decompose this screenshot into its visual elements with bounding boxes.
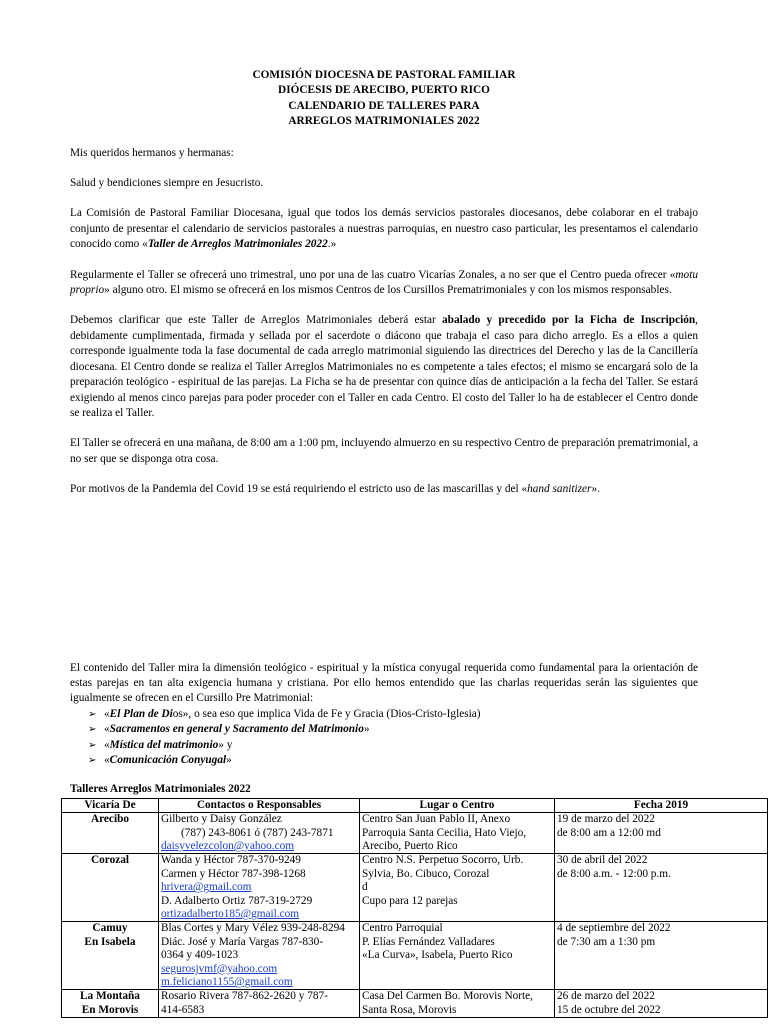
vicaria-name: Camuy xyxy=(92,922,128,935)
contact-line: Carmen y Héctor 787-398-1268 xyxy=(161,867,306,880)
contact-line: (787) 243-8061 ó (787) 243-7871 xyxy=(181,826,334,839)
contacts-cell xyxy=(159,990,360,1018)
table-row xyxy=(62,854,768,922)
location-line: Casa Del Carmen Bo. Morovis Norte, xyxy=(362,990,533,1003)
location-line: Santa Rosa, Morovis xyxy=(362,1003,457,1016)
location-line: d xyxy=(362,881,368,894)
location-line: Centro San Juan Pablo II, Anexo xyxy=(362,813,511,826)
email-link[interactable]: segurosjvmf@yahoo.com xyxy=(161,962,278,975)
vicaria-cell xyxy=(62,990,159,1018)
greeting: Mis queridos hermanos y hermanas: xyxy=(70,146,234,159)
email-line xyxy=(161,908,357,921)
table-header-cell: Contactos o Responsables xyxy=(159,798,360,812)
vicaria-cell xyxy=(62,813,159,854)
topic-quote-close: » xyxy=(226,753,232,766)
topics-list xyxy=(70,707,698,769)
document-header xyxy=(70,68,698,130)
location-cell xyxy=(360,813,555,854)
contact-line: Blas Cortes y Mary Vélez 939-248-8294 xyxy=(161,922,345,935)
table-row xyxy=(62,922,768,990)
topic-item xyxy=(70,753,698,768)
topic-quote-close: » xyxy=(363,723,370,736)
contacts-cell xyxy=(159,813,360,854)
location-line: Centro Parroquial xyxy=(362,922,443,935)
arrow-bullet-icon: ➢ xyxy=(88,739,97,751)
email-link[interactable]: hrivera@gmail.com xyxy=(161,881,252,894)
email-line xyxy=(161,881,357,894)
arrow-bullet-icon: ➢ xyxy=(88,708,97,720)
location-cell xyxy=(360,990,555,1018)
paragraph-intro: La Comisión de Pastoral Familiar Diocesana, igual que todos los demás servicios pastorales diocesanos, debe colaborar en el trabajo conjunto de presentar el calendario de servicios pastorales a nuestras parroquias, en nuestro caso particular, les presentamos el calendario conocido como «Taller de Arreglos Matrimoniales 2022.» xyxy=(70,207,698,251)
vicaria-name: En Morovis xyxy=(81,1003,139,1016)
topic-title: Comunicación Conyugal xyxy=(109,753,227,766)
vicaria-name: En Isabela xyxy=(84,935,136,948)
paragraph-content: El contenido del Taller mira la dimensión teológico - espiritual y la mística conyugal requerida como fundamental para la orientación de estas parejas en tan alta exigencia humana y cristiana. Por ello hemos entendido que las charlas requeridas serán las siguientes que igualmente se ofrecen en el Cursillo Pre Matrimonial: xyxy=(70,661,698,705)
email-line xyxy=(161,963,357,976)
location-line: Arecibo, Puerto Rico xyxy=(362,840,458,852)
paragraph-frequency: Regularmente el Taller se ofrecerá uno trimestral, uno por una de las cuatro Vicarías Zonales, a no ser que el Centro pueda ofrecer «motu proprio» alguno otro. El mismo se ofrecerá en los mismos Centros de los Cursillos Prematrimoniales y con los mismos responsables. xyxy=(70,268,698,297)
email-link[interactable]: m.feliciano1155@gmail.com xyxy=(161,976,293,989)
date-line: de 8:00 a.m. - 12:00 p.m. xyxy=(557,867,671,880)
topic-item xyxy=(70,707,698,722)
topic-quote-open: « xyxy=(104,738,110,751)
table-header-cell: Lugar o Centro xyxy=(360,798,555,812)
paragraph-requirements: Debemos clarificar que este Taller de Arreglos Matrimoniales deberá estar abalado y precedido por la Ficha de Inscripción, debidamente cumplimentada, firmada y sellada por el sacerdote o diácono que trabaja el caso para dicho arreglo. Es a ellos a quien corresponde igualmente toda la fase documental de cada arreglo matrimonial siguiendo las directrices del Derecho y las de la Cancillería diocesana. El Centro donde se realiza el Taller Arreglos Matrimoniales no es competente a tales efectos; el mismo se encargará solo de la preparación teológico - espiritual de las parejas. La Ficha se ha de presentar con quince días de anticipación a la fecha del Taller. Se estará exigiendo al menos cinco parejas para poder proceder con el Taller en cada Centro. El costo del Taller lo ha de establecer el Centro donde se realiza el Taller. xyxy=(70,314,698,419)
arrow-bullet-icon: ➢ xyxy=(88,724,97,736)
email-line xyxy=(161,976,357,989)
vicaria-name: Arecibo xyxy=(90,813,130,826)
date-cell xyxy=(555,922,768,990)
location-line: «La Curva», Isabela, Puerto Rico xyxy=(362,949,513,962)
header-line-4: ARREGLOS MATRIMONIALES 2022 xyxy=(288,115,480,128)
topic-quote-close: », o sea eso que implica Vida de Fe y Gracia (Dios-Cristo-Iglesia) xyxy=(182,707,481,720)
date-line: 15 de octubre del 2022 xyxy=(557,1003,661,1016)
topic-quote-open: « xyxy=(104,753,110,766)
vicaria-name: La Montaña xyxy=(80,990,140,1003)
contact-line: 414-6583 xyxy=(161,1003,205,1016)
location-line: Cupo para 12 parejas xyxy=(362,894,458,907)
table-body xyxy=(62,813,768,1018)
date-line: 26 de marzo del 2022 xyxy=(557,990,655,1003)
contact-line: Diác. José y María Vargas 787-830- xyxy=(161,935,324,948)
table-title: Talleres Arreglos Matrimoniales 2022 xyxy=(70,783,251,796)
location-cell xyxy=(360,854,555,922)
topic-quote-open: « xyxy=(104,723,110,736)
contacts-cell xyxy=(159,922,360,990)
email-link[interactable]: ortizadalberto185@gmail.com xyxy=(161,908,300,921)
date-line: 4 de septiembre del 2022 xyxy=(557,922,671,935)
workshops-table xyxy=(61,798,768,1019)
blessing: Salud y bendiciones siempre en Jesucristo. xyxy=(70,177,264,190)
contact-line: D. Adalberto Ortiz 787-319-2729 xyxy=(161,894,313,907)
contact-line: Wanda y Héctor 787-370-9249 xyxy=(161,854,301,867)
topic-item xyxy=(70,722,698,737)
topic-quote-close: » y xyxy=(218,738,233,751)
contact-line: Gilberto y Daisy González xyxy=(161,813,282,826)
vicaria-name: Corozal xyxy=(90,854,130,867)
date-line: 19 de marzo del 2022 xyxy=(557,813,655,826)
date-cell xyxy=(555,990,768,1018)
topic-title-rest: os xyxy=(172,707,183,720)
table-header-row xyxy=(62,798,768,812)
date-cell xyxy=(555,813,768,854)
contact-line: Rosario Rivera 787-862-2620 y 787- xyxy=(161,990,328,1003)
header-line-1: COMISIÓN DIOCESNA DE PASTORAL FAMILIAR xyxy=(252,69,516,81)
contacts-cell xyxy=(159,854,360,922)
topic-title: El Plan de Di xyxy=(109,707,173,720)
blank-space xyxy=(70,498,698,661)
contact-line: 0364 y 409-1023 xyxy=(161,949,239,962)
document-page xyxy=(70,68,698,1018)
location-line: Centro N.S. Perpetuo Socorro, Urb. xyxy=(362,854,524,867)
email-line xyxy=(161,840,357,853)
vicaria-cell xyxy=(62,854,159,922)
date-cell xyxy=(555,854,768,922)
location-cell xyxy=(360,922,555,990)
topic-item xyxy=(70,738,698,753)
table-row xyxy=(62,990,768,1018)
topic-quote-open: « xyxy=(104,707,110,720)
vicaria-cell xyxy=(62,922,159,990)
table-header-cell: Fecha 2019 xyxy=(555,798,768,812)
location-line: Sylvia, Bo. Cibuco, Corozal xyxy=(362,867,490,880)
date-line: 30 de abril del 2022 xyxy=(557,854,648,867)
header-line-3: CALENDARIO DE TALLERES PARA xyxy=(288,99,480,112)
location-line: P. Elías Fernández Valladares xyxy=(362,935,495,948)
date-line: de 8:00 am a 12:00 md xyxy=(557,826,661,839)
paragraph-schedule: El Taller se ofrecerá en una mañana, de 8:00 am a 1:00 pm, incluyendo almuerzo en su respectivo Centro de preparación prematrimonial, a no ser que se disponga otra cosa. xyxy=(70,437,698,465)
table-header-cell: Vicaría De xyxy=(62,798,159,812)
date-line: de 7:30 am a 1:30 pm xyxy=(557,935,656,948)
arrow-bullet-icon: ➢ xyxy=(88,754,97,766)
location-line: Parroquia Santa Cecilia, Hato Viejo, xyxy=(362,826,527,839)
email-link[interactable]: daisyvelezcolon@yahoo.com xyxy=(161,840,295,852)
topic-title: Sacramentos en general y Sacramento del Matrimonio xyxy=(109,723,364,736)
paragraph-covid: Por motivos de la Pandemia del Covid 19 se está requiriendo el estricto uso de las mascarillas y del «hand sanitizer». xyxy=(70,483,600,496)
topic-title: Mística del matrimonio xyxy=(109,738,219,751)
header-line-2: DIÓCESIS DE ARECIBO, PUERTO RICO xyxy=(278,84,490,97)
table-row xyxy=(62,813,768,854)
